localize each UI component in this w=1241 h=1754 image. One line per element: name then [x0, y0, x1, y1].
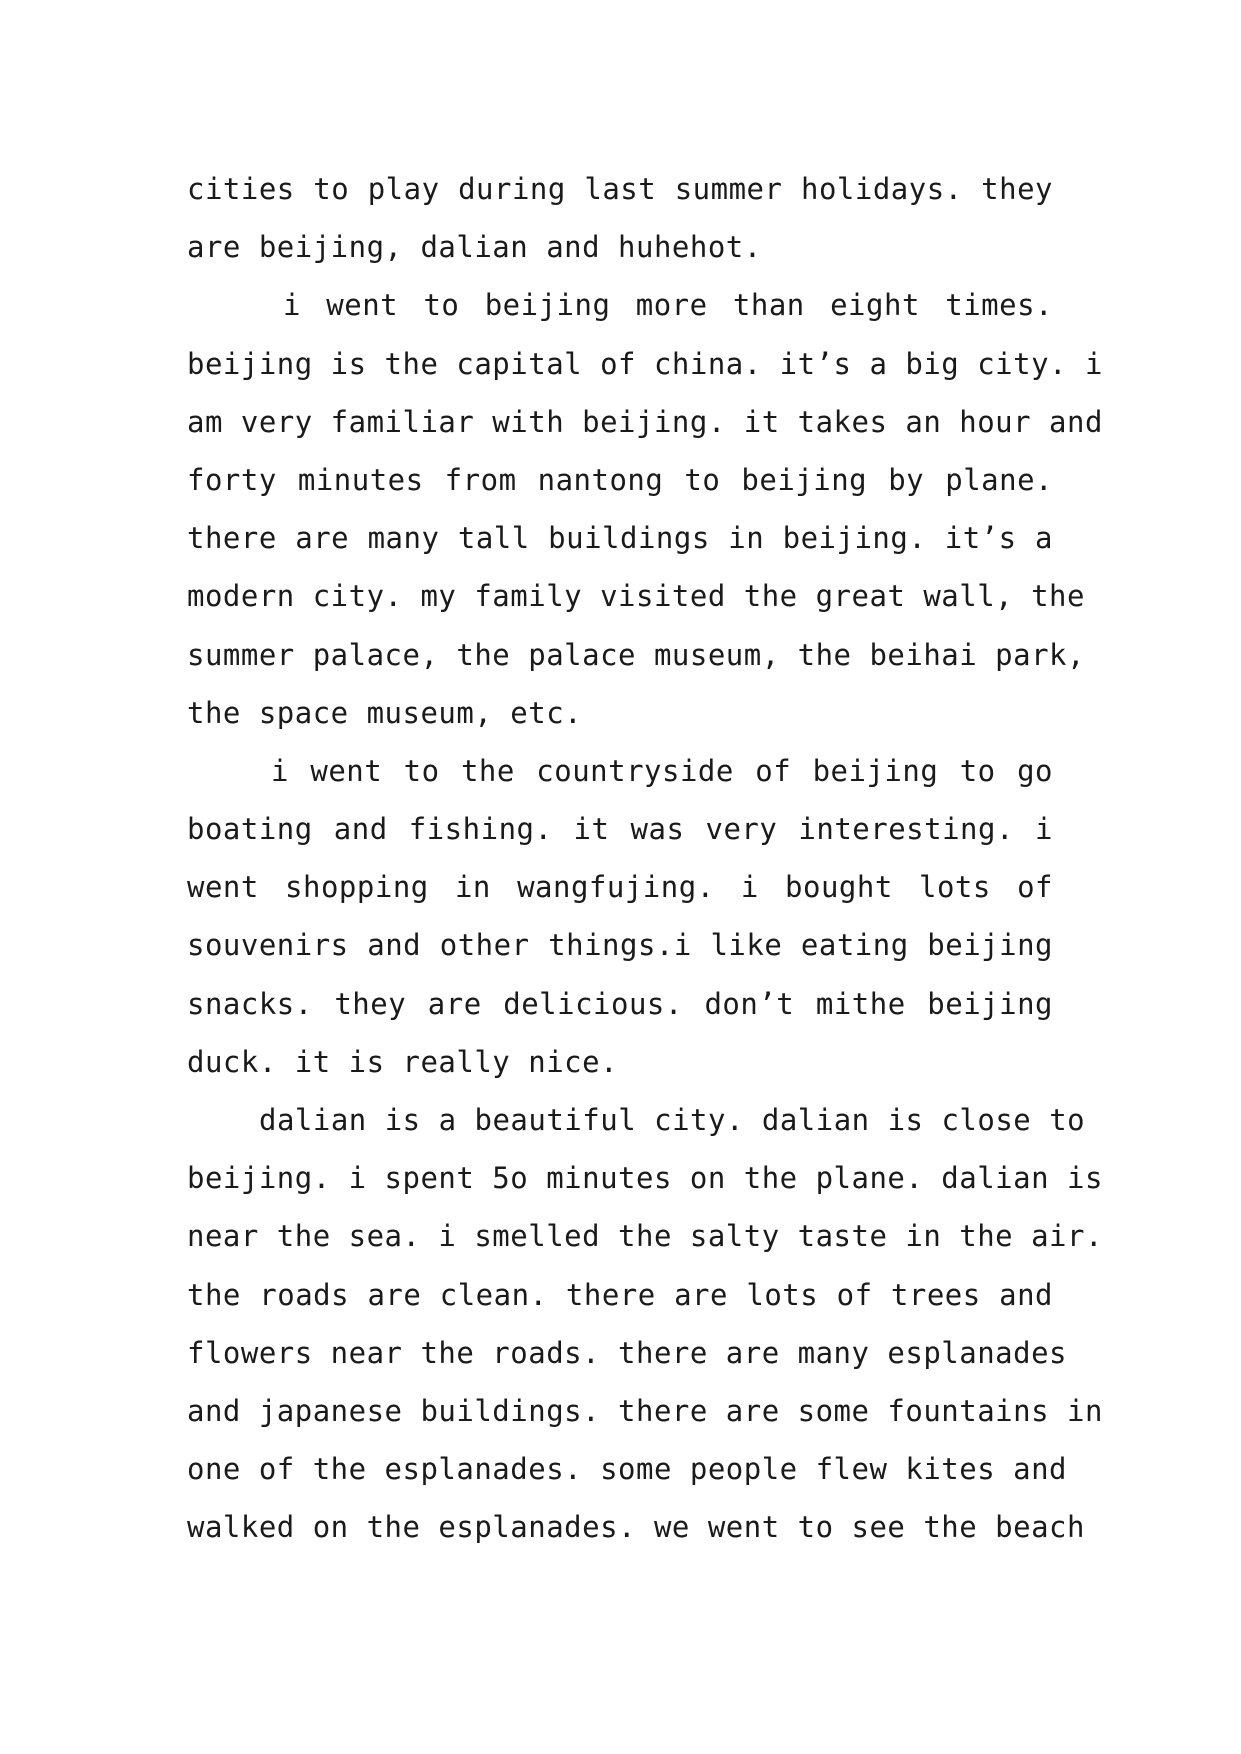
paragraph-1: [187, 160, 1053, 276]
text-line: modern city. my family visited the great wall, the: [187, 579, 1085, 614]
text-line: the space museum, etc.: [187, 695, 583, 730]
document-body: [187, 160, 1103, 1557]
text-line: flowers near the roads. there are many esplanades: [187, 1335, 1068, 1370]
paragraph-4: [187, 1091, 1103, 1557]
text-line: i went to the countryside of beijing to go: [271, 753, 1053, 788]
text-line: there are many tall buildings in beijing. it’s a: [187, 521, 1053, 556]
text-line: are beijing, dalian and huhehot.: [187, 230, 762, 265]
text-line: and japanese buildings. there are some fountains in: [187, 1393, 1103, 1428]
text-line: beijing. i spent 5o minutes on the plane. dalian is: [187, 1161, 1103, 1196]
text-line: summer palace, the palace museum, the beihai park,: [187, 637, 1085, 672]
text-line: one of the esplanades. some people flew kites and: [187, 1452, 1068, 1487]
text-line: am very familiar with beijing. it takes an hour and: [187, 404, 1103, 439]
paragraph-2: [187, 276, 1103, 742]
text-line: the roads are clean. there are lots of trees and: [187, 1277, 1053, 1312]
text-line: cities to play during last summer holidays. they: [187, 172, 1053, 206]
text-line: snacks. they are delicious. don’t mithe beijing: [187, 986, 1053, 1021]
text-line: beijing is the capital of china. it’s a big city. i: [187, 346, 1103, 381]
text-line: souvenirs and other things.i like eating beijing: [187, 928, 1053, 963]
text-line: dalian is a beautiful city. dalian is close to: [259, 1103, 1086, 1137]
text-line: forty minutes from nantong to beijing by plane.: [187, 462, 1053, 497]
text-line: duck. it is really nice.: [187, 1044, 619, 1079]
text-line: i went to beijing more than eight times.: [283, 288, 1053, 323]
text-line: went shopping in wangfujing. i bought lots of: [187, 870, 1053, 905]
text-line: walked on the esplanades. we went to see the beach: [187, 1510, 1085, 1545]
text-line: boating and fishing. it was very interesting. i: [187, 812, 1053, 847]
text-line: near the sea. i smelled the salty taste in the air.: [187, 1219, 1103, 1254]
paragraph-3: [187, 742, 1053, 1091]
